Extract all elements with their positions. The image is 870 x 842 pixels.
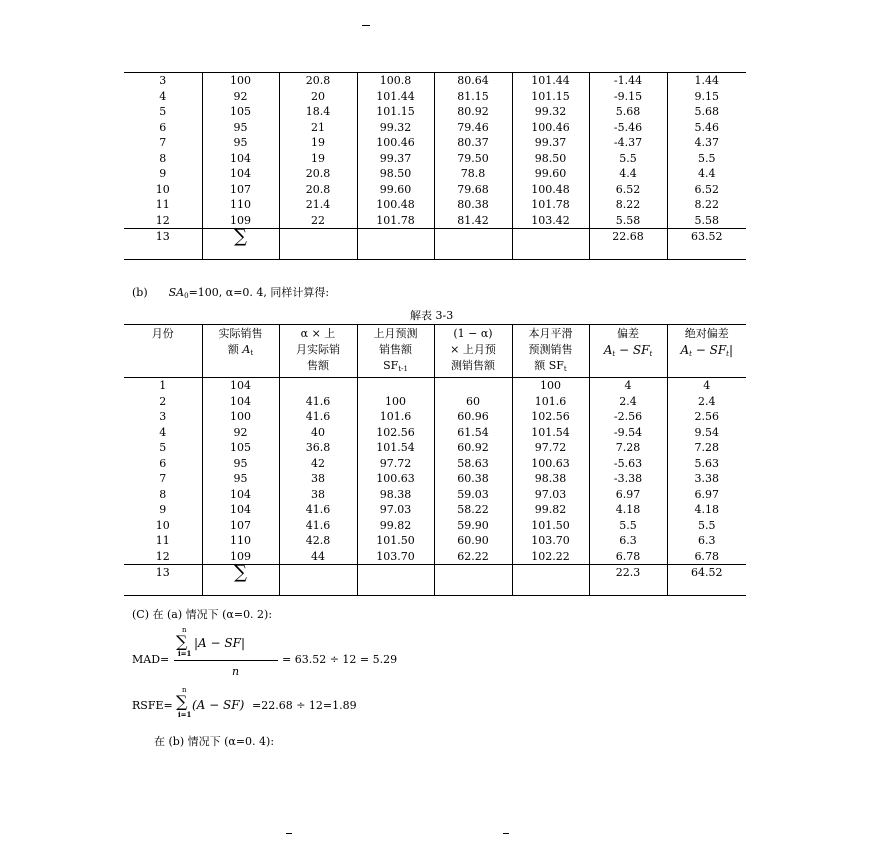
header-month: 月份 <box>124 325 202 378</box>
table-cell: 4 <box>124 89 202 105</box>
sigma-cell: ∑ <box>202 565 279 596</box>
mad-denominator: n <box>232 665 240 678</box>
table-cell: 4 <box>589 378 667 394</box>
table-cell: 60.92 <box>434 440 512 456</box>
section-b-line <box>132 284 329 300</box>
sum-row <box>124 229 746 260</box>
empty-cell <box>279 229 357 260</box>
table-cell: 8 <box>124 151 202 167</box>
table-cell: 6.97 <box>667 487 746 503</box>
table-cell: 6.52 <box>589 182 667 198</box>
section-b-rest: =100, α=0. 4, 同样计算得: <box>188 286 330 299</box>
sum-abs-bias-cell: 63.52 <box>667 229 746 260</box>
table-cell: 100 <box>202 409 279 425</box>
sum-abs-bias-cell: 64.52 <box>667 565 746 596</box>
table-cell: 78.8 <box>434 166 512 182</box>
table-cell: 58.63 <box>434 456 512 472</box>
table-cell: 18.4 <box>279 104 357 120</box>
table-cell: 22 <box>279 213 357 229</box>
table-cell: 41.6 <box>279 518 357 534</box>
table-cell: 20 <box>279 89 357 105</box>
table-cell: 103.70 <box>512 533 589 549</box>
table-cell: -9.15 <box>589 89 667 105</box>
section-b-label: (b) <box>132 286 148 299</box>
table-cell: 19 <box>279 151 357 167</box>
table-row <box>124 409 746 425</box>
table-cell: 100.48 <box>512 182 589 198</box>
table-cell: 8 <box>124 487 202 503</box>
table-cell: 4.18 <box>589 502 667 518</box>
table-cell: 4 <box>667 378 746 394</box>
table-cell: 4.4 <box>589 166 667 182</box>
table-row <box>124 487 746 503</box>
table-cell: 2 <box>124 394 202 410</box>
table-row <box>124 104 746 120</box>
table-cell: 21.4 <box>279 197 357 213</box>
mad-result: = 63.52 ÷ 12 = 5.29 <box>282 653 398 666</box>
table-cell: -1.44 <box>589 73 667 89</box>
table-cell: 20.8 <box>279 73 357 89</box>
empty-cell <box>357 229 434 260</box>
table-cell: 9.54 <box>667 425 746 441</box>
table-cell: 100 <box>202 73 279 89</box>
table-cell: 20.8 <box>279 166 357 182</box>
table-header-row <box>124 325 746 378</box>
table-cell: 4 <box>124 425 202 441</box>
table-cell: 95 <box>202 456 279 472</box>
table-cell: 40 <box>279 425 357 441</box>
table-row <box>124 456 746 472</box>
table-cell: 20.8 <box>279 182 357 198</box>
table-cell: 110 <box>202 197 279 213</box>
table-row <box>124 549 746 565</box>
table-cell: 5 <box>124 104 202 120</box>
table-cell: 95 <box>202 135 279 151</box>
table-cell: 81.42 <box>434 213 512 229</box>
table-cell: 5.68 <box>589 104 667 120</box>
table-cell: 6 <box>124 120 202 136</box>
table-cell: 11 <box>124 197 202 213</box>
rsfe-sigma-index: i=1 <box>178 710 192 719</box>
table-cell: 21 <box>279 120 357 136</box>
table-cell: 9.15 <box>667 89 746 105</box>
table-cell: 98.38 <box>512 471 589 487</box>
table-cell: 36.8 <box>279 440 357 456</box>
table-cell: 105 <box>202 440 279 456</box>
table-cell: 98.38 <box>357 487 434 503</box>
table-cell: 102.56 <box>357 425 434 441</box>
table-cell: 103.42 <box>512 213 589 229</box>
section-c-line: (C) 在 (a) 情况下 (α=0. 2): <box>132 608 273 621</box>
table-row <box>124 182 746 198</box>
empty-cell <box>512 565 589 596</box>
table-cell: 42 <box>279 456 357 472</box>
rsfe-sigma-top: n <box>182 686 187 694</box>
table-cell: 80.37 <box>434 135 512 151</box>
table-cell <box>357 378 434 394</box>
table-cell: 100.63 <box>357 471 434 487</box>
table-cell: 104 <box>202 166 279 182</box>
table-cell: 38 <box>279 471 357 487</box>
table-cell: 62.22 <box>434 549 512 565</box>
section-b-sa-sub: 0 <box>184 292 189 300</box>
header-one-minus-alpha: (1 − α) × 上月预 测销售额 <box>434 325 512 378</box>
table-cell: -3.38 <box>589 471 667 487</box>
table-cell: 104 <box>202 378 279 394</box>
table-row <box>124 425 746 441</box>
table-cell: -2.56 <box>589 409 667 425</box>
table-cell: 2.4 <box>667 394 746 410</box>
table-row <box>124 166 746 182</box>
table-cell: 6.3 <box>589 533 667 549</box>
table-cell: 99.32 <box>357 120 434 136</box>
table-cell: 97.03 <box>512 487 589 503</box>
table-cell: 95 <box>202 471 279 487</box>
table-cell: 5.5 <box>589 151 667 167</box>
table-cell: 5.63 <box>667 456 746 472</box>
table-cell: 10 <box>124 182 202 198</box>
table-cell: 12 <box>124 549 202 565</box>
table-cell: 101.6 <box>357 409 434 425</box>
empty-cell <box>512 229 589 260</box>
table-cell: 5.5 <box>667 151 746 167</box>
table-cell <box>434 378 512 394</box>
table-cell: 101.44 <box>357 89 434 105</box>
table-cell: 1 <box>124 378 202 394</box>
page-mark-bottom-left <box>286 833 292 834</box>
table-cell: 79.50 <box>434 151 512 167</box>
table-cell: 60 <box>434 394 512 410</box>
table-cell: 60.96 <box>434 409 512 425</box>
table-cell: 110 <box>202 533 279 549</box>
table-cell: 11 <box>124 533 202 549</box>
table-cell: 42.8 <box>279 533 357 549</box>
table-cell: 102.56 <box>512 409 589 425</box>
table-row <box>124 213 746 229</box>
header-smoothed-forecast: 本月平滑 预测销售 额 $SF_t$ <box>512 325 589 378</box>
table-cell: 4.4 <box>667 166 746 182</box>
header-abs-bias: 绝对偏差 $A_t - SF_t|$ <box>667 325 746 378</box>
table-cell: 80.64 <box>434 73 512 89</box>
sum-month-cell: 13 <box>124 229 202 260</box>
table-cell: 60.90 <box>434 533 512 549</box>
table-cell: 6.3 <box>667 533 746 549</box>
table-cell: 38 <box>279 487 357 503</box>
table-cell: 41.6 <box>279 394 357 410</box>
table-cell: 95 <box>202 120 279 136</box>
table-cell: 99.82 <box>512 502 589 518</box>
page-mark-bottom-right <box>503 833 509 834</box>
table-cell: 105 <box>202 104 279 120</box>
table-cell: 80.92 <box>434 104 512 120</box>
table-cell: -4.37 <box>589 135 667 151</box>
table-caption: 解表 3-3 <box>410 309 454 322</box>
table-cell: 104 <box>202 487 279 503</box>
table-cell: 80.38 <box>434 197 512 213</box>
table-row <box>124 135 746 151</box>
table-cell: 8.22 <box>667 197 746 213</box>
table-cell: 79.46 <box>434 120 512 136</box>
table-cell: 5.5 <box>589 518 667 534</box>
table-cell: 6.78 <box>589 549 667 565</box>
mad-sigma: ∑ <box>176 632 188 651</box>
table-cell: 3 <box>124 409 202 425</box>
table-cell: 100.48 <box>357 197 434 213</box>
table-cell: 92 <box>202 89 279 105</box>
header-prev-forecast: 上月预测 销售额 $SF_{t-1}$ <box>357 325 434 378</box>
table-cell: 99.37 <box>512 135 589 151</box>
table-cell: 19 <box>279 135 357 151</box>
table-cell: 7 <box>124 135 202 151</box>
table-cell <box>279 378 357 394</box>
table-cell: 104 <box>202 502 279 518</box>
section-b-sa: SA <box>168 286 185 299</box>
sum-month-cell: 13 <box>124 565 202 596</box>
empty-cell <box>434 229 512 260</box>
table-cell: 7.28 <box>589 440 667 456</box>
mad-sigma-index: i=1 <box>178 649 192 658</box>
table-cell: 2.56 <box>667 409 746 425</box>
smoothing-table-a <box>124 72 746 260</box>
section-c-b-line: 在 (b) 情况下 (α=0. 4): <box>154 735 275 748</box>
table-cell: 3 <box>124 73 202 89</box>
table-cell: 1.44 <box>667 73 746 89</box>
table-row <box>124 120 746 136</box>
table-cell: 101.54 <box>512 425 589 441</box>
table-cell: 102.22 <box>512 549 589 565</box>
header-bias: 偏差 $A_t - SF_t$ <box>589 325 667 378</box>
table-row <box>124 502 746 518</box>
table-cell: 6.52 <box>667 182 746 198</box>
empty-cell <box>279 565 357 596</box>
table-row <box>124 89 746 105</box>
table-cell: 60.38 <box>434 471 512 487</box>
empty-cell <box>434 565 512 596</box>
rsfe-expression: (A − SF) <box>192 698 245 712</box>
table-cell: 101.6 <box>512 394 589 410</box>
table-cell: 101.54 <box>357 440 434 456</box>
table-cell: 5.5 <box>667 518 746 534</box>
table-cell: 107 <box>202 182 279 198</box>
mad-formula <box>132 628 432 682</box>
table-row <box>124 518 746 534</box>
table-cell: 59.90 <box>434 518 512 534</box>
table-cell: 97.72 <box>357 456 434 472</box>
table-cell: 6.97 <box>589 487 667 503</box>
table-cell: 98.50 <box>512 151 589 167</box>
table-cell: 99.60 <box>357 182 434 198</box>
table-cell: 99.37 <box>357 151 434 167</box>
table-cell: 101.15 <box>357 104 434 120</box>
empty-cell <box>357 565 434 596</box>
table-cell: 8.22 <box>589 197 667 213</box>
table-cell: 101.15 <box>512 89 589 105</box>
table-cell: 41.6 <box>279 502 357 518</box>
header-alpha-actual: α × 上 月实际销 售额 <box>279 325 357 378</box>
header-actual-sales: 实际销售 额 $A_t$ <box>202 325 279 378</box>
table-cell: 101.44 <box>512 73 589 89</box>
table-cell: 99.32 <box>512 104 589 120</box>
table-cell: 99.82 <box>357 518 434 534</box>
table-cell: 107 <box>202 518 279 534</box>
table-cell: 58.22 <box>434 502 512 518</box>
table-cell: 109 <box>202 213 279 229</box>
table-cell: 9 <box>124 502 202 518</box>
table-cell: 104 <box>202 394 279 410</box>
table-cell: 10 <box>124 518 202 534</box>
table-cell: 99.60 <box>512 166 589 182</box>
rsfe-result: =22.68 ÷ 12=1.89 <box>252 699 357 712</box>
table-row <box>124 73 746 89</box>
table-row <box>124 471 746 487</box>
table-cell: 100 <box>512 378 589 394</box>
table-cell: 100.8 <box>357 73 434 89</box>
table-cell: 4.18 <box>667 502 746 518</box>
table-cell: 5.68 <box>667 104 746 120</box>
table-cell: 79.68 <box>434 182 512 198</box>
table-cell: 7.28 <box>667 440 746 456</box>
table-cell: 92 <box>202 425 279 441</box>
table-cell: 101.50 <box>357 533 434 549</box>
table-cell: 101.78 <box>512 197 589 213</box>
mad-fraction-bar <box>174 660 278 661</box>
table-cell: 100.63 <box>512 456 589 472</box>
mad-numerator: |A − SF| <box>194 636 245 650</box>
table-cell: -5.63 <box>589 456 667 472</box>
page-mark-top <box>362 25 370 26</box>
sum-bias-cell: 22.3 <box>589 565 667 596</box>
table-row <box>124 197 746 213</box>
table-cell: 41.6 <box>279 409 357 425</box>
table-cell: 100.46 <box>512 120 589 136</box>
sum-row <box>124 565 746 596</box>
table-cell: -9.54 <box>589 425 667 441</box>
table-cell: -5.46 <box>589 120 667 136</box>
table-row <box>124 533 746 549</box>
table-cell: 7 <box>124 471 202 487</box>
table-row <box>124 394 746 410</box>
table-row <box>124 151 746 167</box>
table-cell: 44 <box>279 549 357 565</box>
table-cell: 4.37 <box>667 135 746 151</box>
table-cell: 97.03 <box>357 502 434 518</box>
table-cell: 101.50 <box>512 518 589 534</box>
table-cell: 59.03 <box>434 487 512 503</box>
rsfe-formula <box>132 686 432 720</box>
table-cell: 103.70 <box>357 549 434 565</box>
table-cell: 5 <box>124 440 202 456</box>
rsfe-sigma: ∑ <box>176 692 188 711</box>
table-cell: 100.46 <box>357 135 434 151</box>
mad-sigma-top: n <box>182 626 187 634</box>
table-cell: 12 <box>124 213 202 229</box>
table-cell: 2.4 <box>589 394 667 410</box>
table-cell: 6.78 <box>667 549 746 565</box>
table-row <box>124 378 746 394</box>
table-row <box>124 440 746 456</box>
table-cell: 98.50 <box>357 166 434 182</box>
table-cell: 100 <box>357 394 434 410</box>
table-cell: 81.15 <box>434 89 512 105</box>
table-cell: 5.58 <box>667 213 746 229</box>
table-cell: 97.72 <box>512 440 589 456</box>
table-cell: 6 <box>124 456 202 472</box>
sigma-cell: ∑ <box>202 229 279 260</box>
sum-bias-cell: 22.68 <box>589 229 667 260</box>
mad-label: MAD= <box>132 653 170 666</box>
table-cell: 61.54 <box>434 425 512 441</box>
table-cell: 9 <box>124 166 202 182</box>
table-cell: 5.46 <box>667 120 746 136</box>
table-cell: 3.38 <box>667 471 746 487</box>
smoothing-table-b <box>124 324 746 596</box>
rsfe-label: RSFE= <box>132 699 173 712</box>
table-cell: 104 <box>202 151 279 167</box>
table-cell: 109 <box>202 549 279 565</box>
table-cell: 101.78 <box>357 213 434 229</box>
table-cell: 5.58 <box>589 213 667 229</box>
